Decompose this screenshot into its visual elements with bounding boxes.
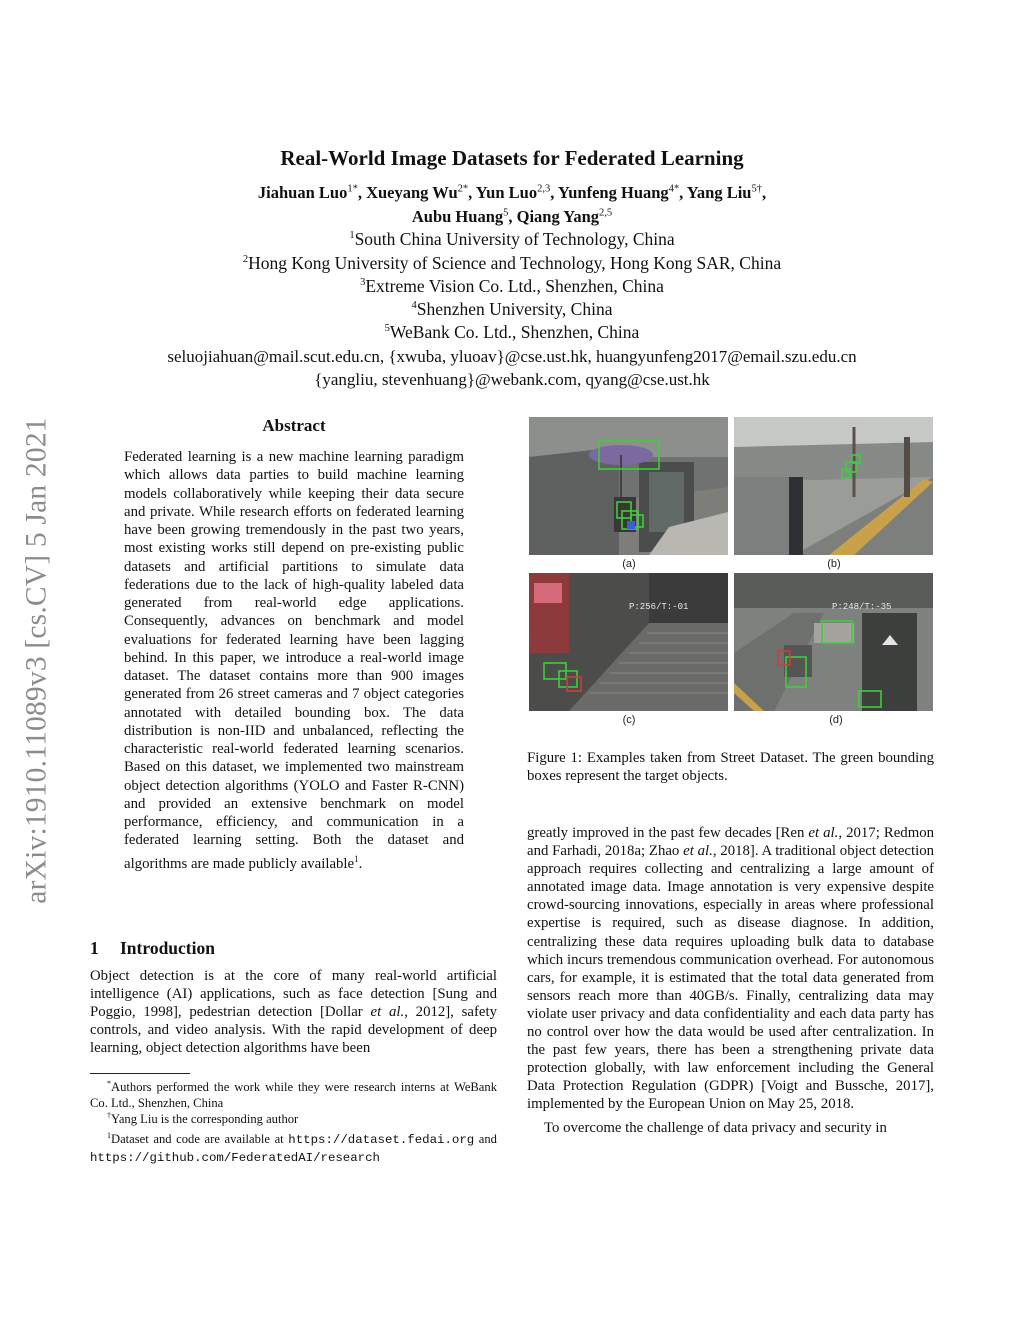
body-text: , 2017; Redmon and Farhadi, 2018a; Zhao: [527, 825, 935, 860]
street-photo-c: [529, 573, 728, 711]
email-line-1: seluojiahuan@mail.scut.edu.cn, {xwuba, yluoav}@cse.ust.hk, huangyunfeng2017@email.szu.edu.cn: [167, 347, 857, 366]
arxiv-id-text: arXiv:1910.11089v3 [cs.CV] 5 Jan 2021: [20, 416, 53, 904]
author-name: , Qiang Yang: [508, 207, 599, 226]
figure-panel-a: [529, 417, 728, 555]
body-text-italic: et al.: [683, 843, 713, 860]
figure-panel-d: [734, 573, 933, 711]
body-text: greatly improved in the past few decades [Ren: [527, 825, 809, 841]
street-photo-b: [734, 417, 933, 555]
footnote-sup: 1: [107, 1131, 111, 1140]
camera-overlay-c: P:256/T:-01: [629, 602, 689, 612]
street-photo-d: [734, 573, 933, 711]
footnote-text: and: [474, 1132, 497, 1147]
arxiv-stamp: [12, 365, 62, 955]
footnote-marker: 1: [354, 853, 359, 864]
author-sup: 5: [503, 207, 509, 219]
author-sup: 1*: [347, 183, 358, 195]
author-sup: 2,5: [599, 207, 613, 219]
footnote-sup: *: [107, 1079, 111, 1088]
footnote-3: [90, 1127, 497, 1167]
intro-text: Object detection is at the core of many real-world artificial intelligence (AI) applications, such as face detection [Sung and Poggio, 1998], pedestrian detection [Dollar: [90, 968, 497, 1021]
section-title: Introduction: [120, 938, 215, 958]
affiliation-text: South China University of Technology, China: [354, 229, 675, 249]
author-sup: 2,3: [537, 183, 551, 195]
author-sup: 5†: [751, 183, 762, 195]
footnote-text: Dataset and code are available at: [111, 1132, 289, 1147]
abstract-text: Federated learning is a new machine learning paradigm which allows data parties to build machine learning models collaboratively while keeping their data secure and private. While research efforts on federated learning have been growing tremendously in the past two years, most existing works still depend on pre-existing public datasets and artificial partitions to simulate data federations due to the lack of high-quality labeled data generated from real-world edge applications. Consequently, advances on benchmark and model evaluations for federated learning have been lagging behind. In this paper, we introduce a real-world image dataset. The dataset contains more than 900 images generated from 26 street cameras and 7 object categories annotated with detailed bounding box. The data distribution is non-IID and unbalanced, reflecting the characteristic real-world federated learning scenarios. Based on this dataset, we implemented two mainstream object detection algorithms (YOLO and Faster R-CNN) and provided an extensive benchmark on model performance, efficiency, and communication in a federated learning setting. Both the dataset and algorithms are made publicly available: [124, 449, 464, 872]
footnote-text: Authors performed the work while they were research interns at WeBank Co. Ltd., Shenzhen, China: [90, 1080, 497, 1110]
affiliation-sup: 2: [242, 254, 249, 266]
street-photo-a: [529, 417, 728, 555]
body-text: , 2018]. A traditional object detection approach requires collecting and centralizing a large amount of annotated image data. Image annotation is very expensive despite crowd-sourcing innovations, especially in areas where professional expertise is required, such as disease diagnose. In addition, centralizing these data requires uploading bulk data to database which incurs tremendous communication overhead. For autonomous cars, for example, it is estimated that the total data generated from sensors reach more than 40GB/s. Finally, centralizing data may violate user privacy and data confidentiality and each data party has no control over how the data would be used after centralization. In the past few years, there has been a strengthening private data protection globally, with law enforcement including the General Data Protection Regulation (GDPR) [Voigt and Bussche, 2017], implemented by the European Union on May 25, 2018.: [527, 843, 934, 1113]
github-link[interactable]: https://github.com/FederatedAI/research: [90, 1151, 380, 1166]
footnote-rule: [90, 1073, 190, 1074]
email-line-2: {yangliu, stevenhuang}@webank.com, qyang@cse.ust.hk: [314, 370, 710, 389]
author-name: , Xueyang Wu: [357, 183, 458, 202]
affiliation-text: WeBank Co. Ltd., Shenzhen, China: [389, 322, 640, 342]
section-heading-introduction: [90, 938, 215, 959]
affiliation-5: [100, 322, 924, 343]
footnote-sup: †: [107, 1111, 111, 1120]
intro-text-italic: et al.: [370, 1004, 405, 1021]
right-column-body: [527, 824, 934, 1137]
panel-label-d: (d): [829, 714, 843, 726]
author-sup: 4*: [668, 183, 680, 195]
affiliation-sup: 3: [360, 277, 366, 289]
author-separator: ,: [761, 183, 767, 202]
author-name: , Yun Luo: [468, 183, 538, 202]
affiliation-3: [100, 276, 924, 297]
abstract-body: [124, 448, 464, 873]
footnote-2: [90, 1108, 497, 1128]
affiliation-text: Shenzhen University, China: [416, 299, 613, 319]
intro-text: , 2012], safety controls, and video analysis. With the rapid development of deep learning, object detection algorithms have been: [90, 1004, 497, 1057]
abstract-heading: Abstract: [262, 416, 326, 435]
footnote-1: [90, 1076, 497, 1112]
section-number: 1: [90, 938, 99, 958]
figure-caption: Figure 1: Examples taken from Street Dataset. The green bounding boxes represent the target objects.: [527, 750, 934, 784]
affiliation-4: [100, 299, 924, 320]
affiliation-text: Hong Kong University of Science and Technology, Hong Kong SAR, China: [248, 253, 782, 273]
affiliation-2: [100, 253, 924, 274]
panel-label-c: (c): [622, 714, 636, 726]
dataset-link[interactable]: https://dataset.fedai.org: [288, 1133, 475, 1148]
panel-label-b: (b): [827, 558, 841, 570]
footnote-text: Yang Liu is the corresponding author: [111, 1112, 299, 1127]
author-line-2: [100, 207, 924, 227]
panel-label-a: (a): [622, 558, 636, 570]
camera-overlay-d: P:248/T:-35: [832, 602, 892, 612]
intro-paragraph: [90, 967, 497, 1057]
affiliation-text: Extreme Vision Co. Ltd., Shenzhen, China: [365, 276, 664, 296]
figure-panel-c: [529, 573, 728, 711]
paragraph: [527, 824, 934, 1114]
author-sup: 2*: [457, 183, 469, 195]
paragraph: To overcome the challenge of data privacy and security in: [544, 1119, 887, 1136]
abstract-period: .: [358, 855, 363, 872]
affiliation-sup: 5: [384, 323, 390, 335]
author-name: Aubu Huang: [411, 207, 504, 226]
affiliation-sup: 1: [349, 230, 355, 242]
affiliation-1: [100, 229, 924, 250]
paper-title: Real-World Image Datasets for Federated Learning: [280, 146, 744, 170]
author-name: Jiahuan Luo: [257, 183, 348, 202]
figure-panel-b: [734, 417, 933, 555]
body-text-italic: et al.: [808, 825, 839, 841]
affiliation-sup: 4: [411, 300, 417, 312]
author-name: , Yunfeng Huang: [550, 183, 669, 202]
author-name: , Yang Liu: [679, 183, 752, 202]
author-line-1: [100, 183, 924, 203]
